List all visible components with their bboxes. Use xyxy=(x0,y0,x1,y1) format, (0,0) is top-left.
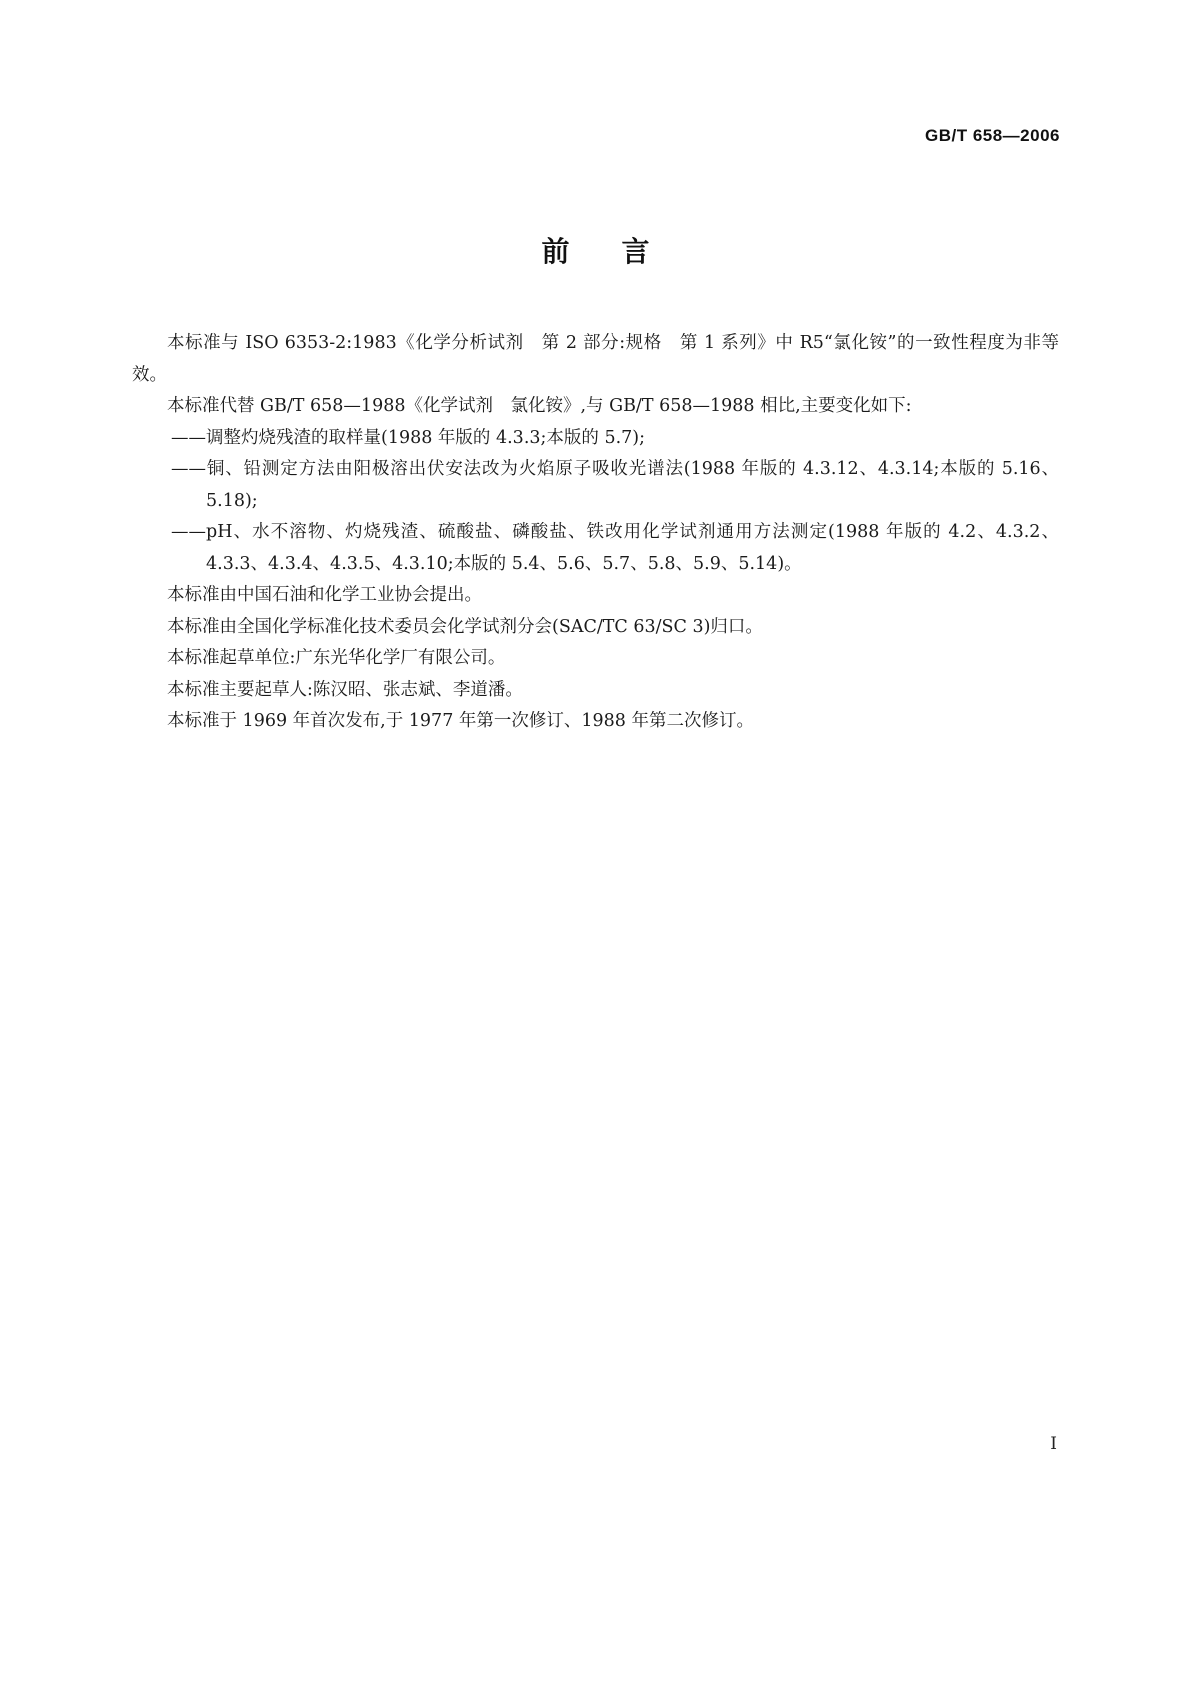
change-item-residue: ——调整灼烧残渣的取样量(1988 年版的 4.3.3;本版的 5.7); xyxy=(171,427,646,448)
page-number: I xyxy=(1050,1434,1057,1454)
paragraph-proposer: 本标准由中国石油和化学工业协会提出。 xyxy=(167,585,482,605)
paragraph-history: 本标准于 1969 年首次发布,于 1977 年第一次修订、1988 年第二次修订。 xyxy=(167,711,754,731)
change-item-copper-lead: ——铜、铅测定方法由阳极溶出伏安法改为火焰原子吸收光谱法(1988 年版的 4.3.12、4.3.14;本版的 5.16、5.18); xyxy=(171,459,1059,511)
paragraph-replacement: 本标准代替 GB/T 658—1988《化学试剂 氯化铵》,与 GB/T 658—1988 相比,主要变化如下: xyxy=(167,396,912,416)
paragraph-drafters: 本标准主要起草人:陈汉昭、张志斌、李道潘。 xyxy=(167,679,523,700)
paragraph-drafting-unit: 本标准起草单位:广东光华化学厂有限公司。 xyxy=(167,648,506,668)
page-title: 前言 xyxy=(541,235,702,268)
paragraph-equivalence: 本标准与 ISO 6353-2:1983《化学分析试剂 第 2 部分:规格 第 1 系列》中 R5“氯化铵”的一致性程度为非等效。 xyxy=(132,333,1059,385)
paragraph-committee: 本标准由全国化学标准化技术委员会化学试剂分会(SAC/TC 63/SC 3)归口。 xyxy=(167,616,763,637)
foreword-body xyxy=(132,328,1059,738)
standard-code: GB/T 658—2006 xyxy=(924,126,1060,145)
change-item-general-methods: ——pH、水不溶物、灼烧残渣、硫酸盐、磷酸盐、铁改用化学试剂通用方法测定(1988 年版的 4.2、4.3.2、4.3.3、4.3.4、4.3.5、4.3.10;本版的 5.4、5.6、5.7、5.8、5.9、5.14)。 xyxy=(171,522,1059,574)
